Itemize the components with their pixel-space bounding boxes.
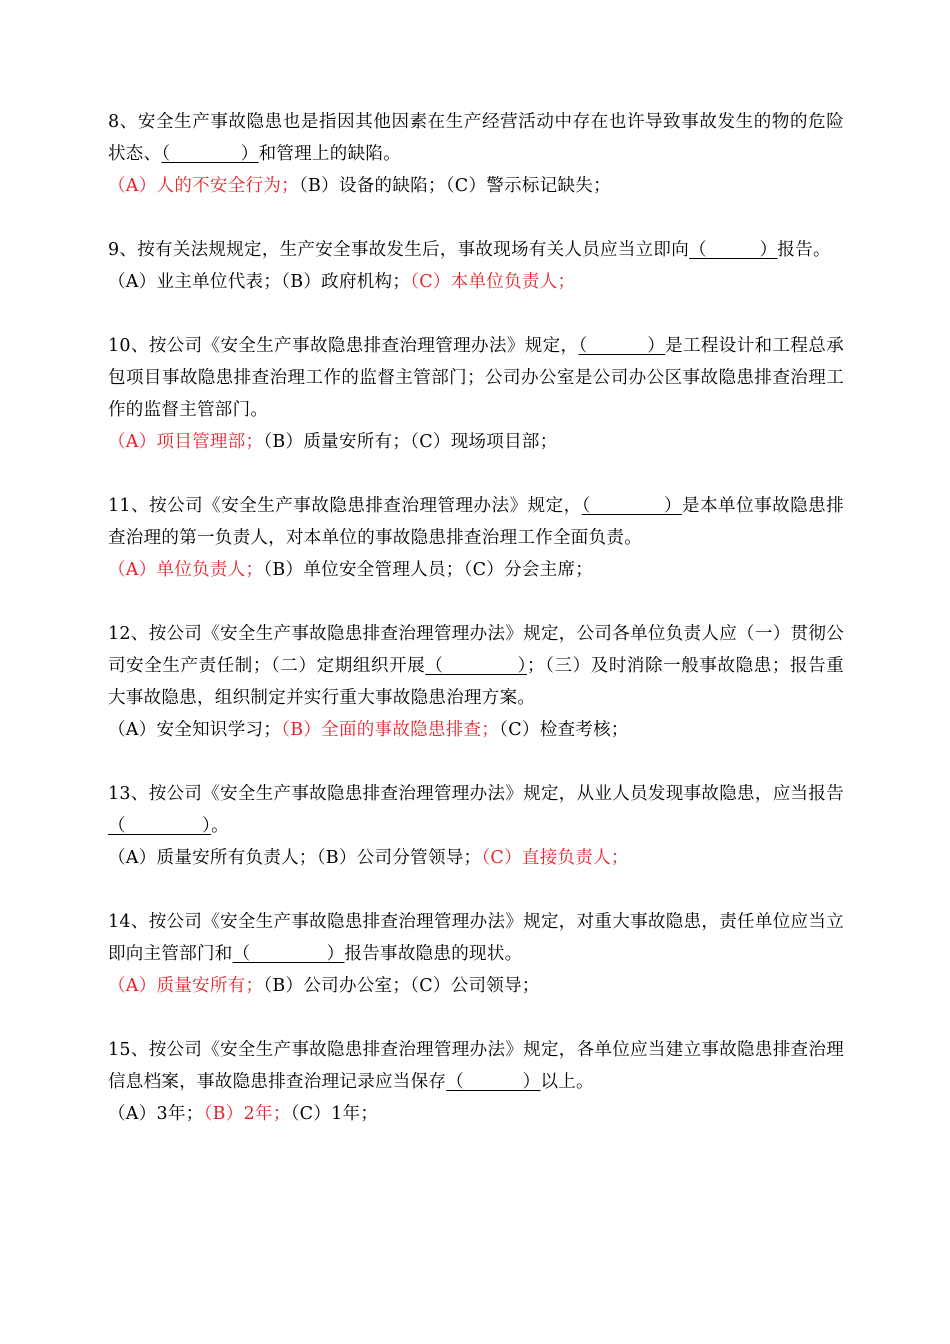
option-c: （C）本单位负责人； xyxy=(410,272,576,292)
question-stem xyxy=(108,330,844,426)
option-a: （A）质量安所有； xyxy=(108,976,264,996)
question-stem xyxy=(108,618,844,714)
option-list xyxy=(108,170,844,202)
stem-text: 是本单位事故隐患排查治理的第一负责人，对本单位的事故隐患排查治理工作全面负责。 xyxy=(108,496,845,548)
option-b: （B）质量安所有； xyxy=(263,432,411,452)
question-12 xyxy=(108,618,844,746)
question-8 xyxy=(108,106,844,202)
question-stem xyxy=(108,490,844,554)
option-list xyxy=(108,842,844,874)
answer-blank: （ ） xyxy=(578,336,666,356)
option-a: （A）业主单位代表； xyxy=(108,272,282,292)
question-11 xyxy=(108,490,844,586)
document-page xyxy=(108,106,844,1162)
option-b: （B）全面的事故隐患排查； xyxy=(281,720,500,740)
question-15 xyxy=(108,1034,844,1130)
stem-text: 和管理上的缺陷。 xyxy=(258,144,402,164)
option-a: （A）单位负责人； xyxy=(108,560,264,580)
option-c: （C）直接负责人； xyxy=(481,848,629,868)
option-list xyxy=(108,426,844,458)
option-c: （C）现场项目部； xyxy=(410,432,558,452)
question-stem xyxy=(108,1034,844,1098)
answer-blank: （ ） xyxy=(689,240,778,260)
option-a: （A）安全知识学习； xyxy=(108,720,282,740)
stem-text: 15、按公司《安全生产事故隐患排查治理管理办法》规定，各单位应当建立事故隐患排查治理信息档案，事故隐患排查治理记录应当保存 xyxy=(108,1040,844,1092)
stem-text: 报告事故隐患的现状。 xyxy=(344,944,523,964)
option-b: （B）政府机构； xyxy=(281,272,411,292)
option-c: （C）1年； xyxy=(290,1104,379,1124)
stem-text: 13、按公司《安全生产事故隐患排查治理管理办法》规定，从业人员发现事故隐患，应当报告 xyxy=(108,784,844,804)
option-list xyxy=(108,714,844,746)
option-list xyxy=(108,554,844,586)
option-c: （C）检查考核； xyxy=(499,720,629,740)
question-13 xyxy=(108,778,844,874)
option-b: （B）2年； xyxy=(203,1104,291,1124)
option-a: （A）3年； xyxy=(108,1104,204,1124)
option-list xyxy=(108,1098,844,1130)
question-10 xyxy=(108,330,844,458)
stem-text: 是工程设计和工程总承包项目事故隐患排查治理工作的监督主管部门；公司办公室是公司办公区事故隐患排查治理工作的监督主管部门。 xyxy=(108,336,844,420)
question-stem xyxy=(108,106,844,170)
option-c: （C）公司领导； xyxy=(410,976,540,996)
question-stem xyxy=(108,778,844,842)
stem-text: ；（三）及时消除一般事故隐患；报告重大事故隐患，组织制定并实行重大事故隐患治理方案。 xyxy=(108,656,845,708)
stem-text: 11、按公司《安全生产事故隐患排查治理管理办法》规定， xyxy=(108,496,582,516)
option-list xyxy=(108,266,844,298)
answer-blank: （ ） xyxy=(446,1072,541,1092)
stem-text: 14、按公司《安全生产事故隐患排查治理管理办法》规定，对重大事故隐患，责任单位应当立即向主管部门和 xyxy=(108,912,844,964)
stem-text: 。 xyxy=(211,816,229,836)
question-14 xyxy=(108,906,844,1002)
option-c: （C）分会主席； xyxy=(463,560,594,580)
option-b: （B）设备的缺陷； xyxy=(298,176,446,196)
option-a: （A）项目管理部； xyxy=(108,432,264,452)
stem-text: 9、按有关法规规定，生产安全事故发生后，事故现场有关人员应当立即向 xyxy=(108,240,690,260)
answer-blank: （ ） xyxy=(425,656,527,676)
stem-text: 8、安全生产事故隐患也是指因其他因素在生产经营活动中存在也许导致事故发生的物的危险状态、 xyxy=(108,112,844,164)
option-c: （C）警示标记缺失； xyxy=(445,176,611,196)
option-a: （A）质量安所有负责人； xyxy=(108,848,317,868)
option-list xyxy=(108,970,844,1002)
option-b: （B）公司办公室； xyxy=(263,976,411,996)
option-b: （B）单位安全管理人员； xyxy=(263,560,464,580)
answer-blank: （ ） xyxy=(108,816,212,836)
answer-blank: （ ） xyxy=(581,496,683,516)
answer-blank: （ ） xyxy=(232,944,345,964)
option-b: （B）公司分管领导； xyxy=(316,848,482,868)
question-9 xyxy=(108,234,844,298)
option-a: （A）人的不安全行为； xyxy=(108,176,299,196)
answer-blank: （ ） xyxy=(161,144,259,164)
stem-text: 报告。 xyxy=(777,240,831,260)
stem-text: 10、按公司《安全生产事故隐患排查治理管理办法》规定， xyxy=(108,336,579,356)
question-stem xyxy=(108,906,844,970)
stem-text: 以上。 xyxy=(540,1072,594,1092)
stem-text: 12、按公司《安全生产事故隐患排查治理管理办法》规定，公司各单位负责人应（一）贯彻公司安全生产责任制；（二）定期组织开展 xyxy=(108,624,844,676)
question-stem xyxy=(108,234,844,266)
